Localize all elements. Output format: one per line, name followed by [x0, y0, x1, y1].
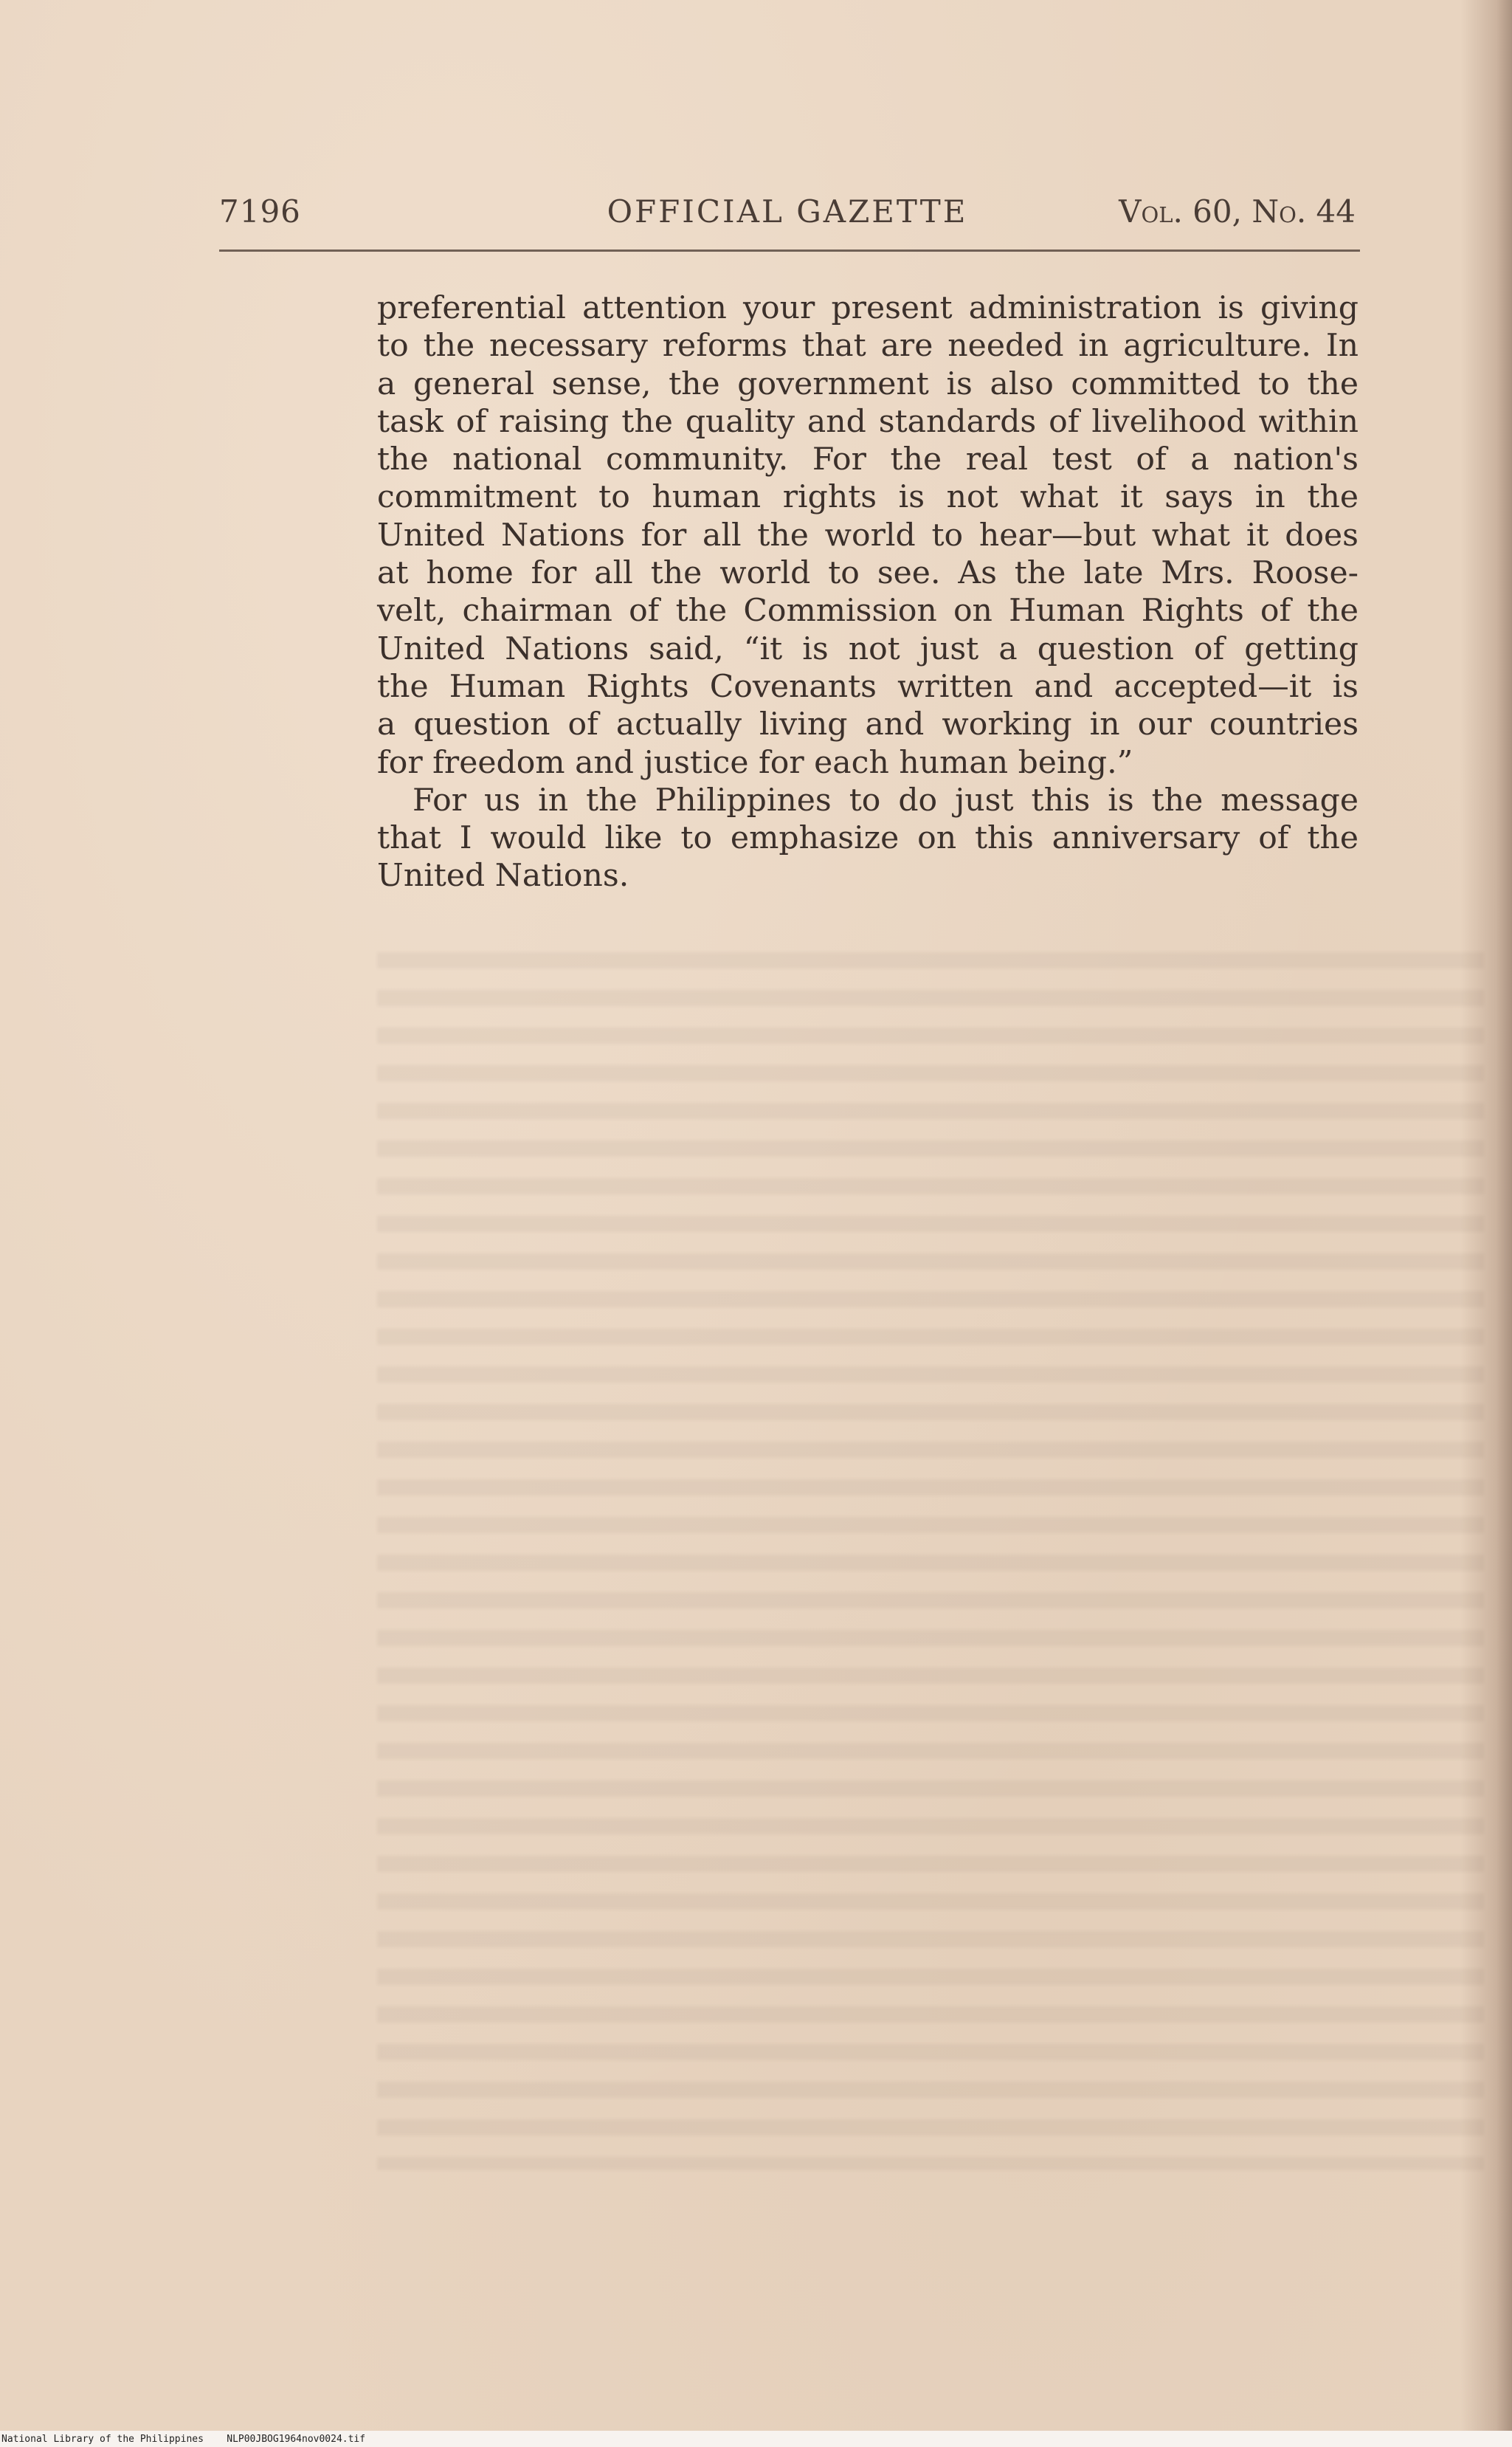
text-line: United Nations for all the world to hear—but what it does — [377, 517, 1359, 554]
volume-issue-text: Vol. 60, No. 44 — [1119, 193, 1356, 230]
paragraph-1 — [377, 289, 1359, 782]
text-line: For us in the Philippines to do just this is the message — [412, 782, 1359, 819]
bleed-through-shadow — [377, 952, 1484, 2170]
text-line: velt, chairman of the Commission on Human Rights of the — [377, 593, 1359, 630]
footer-filename: NLP00JBOG1964nov0024.tif — [227, 2434, 366, 2445]
body-text — [377, 289, 1359, 895]
text-line: United Nations. — [377, 858, 629, 895]
text-line: preferential attention your present administration is giving — [377, 290, 1359, 326]
text-line: the national community. For the real test of a nation's — [377, 441, 1359, 478]
text-line: United Nations said, “it is not just a question of getting — [377, 630, 1359, 667]
text-line: a general sense, the government is also committed to the — [377, 365, 1359, 402]
text-line: commitment to human rights is not what it says in the — [377, 479, 1359, 516]
page-number: 7196 — [219, 193, 301, 230]
text-line: a question of actually living and working in our countries — [377, 706, 1359, 743]
scan-footer-text — [1, 2434, 365, 2445]
text-line: the Human Rights Covenants written and accepted—it is — [377, 668, 1359, 705]
text-line: task of raising the quality and standards of livelihood within — [377, 403, 1359, 440]
page-header — [219, 193, 1356, 238]
text-line: to the necessary reforms that are needed in agriculture. In — [377, 328, 1359, 365]
text-line: at home for all the world to see. As the late Mrs. Roose- — [377, 555, 1359, 592]
footer-source: National Library of the Philippines — [1, 2434, 204, 2445]
scan-footer — [0, 2431, 1512, 2447]
volume-issue — [1119, 193, 1356, 230]
running-title: OFFICIAL GAZETTE — [607, 193, 968, 230]
paragraph-2 — [377, 782, 1359, 895]
text-line: for freedom and justice for each human being.” — [377, 744, 1133, 781]
header-rule — [219, 249, 1360, 252]
text-line: that I would like to emphasize on this anniversary of the — [377, 820, 1359, 857]
